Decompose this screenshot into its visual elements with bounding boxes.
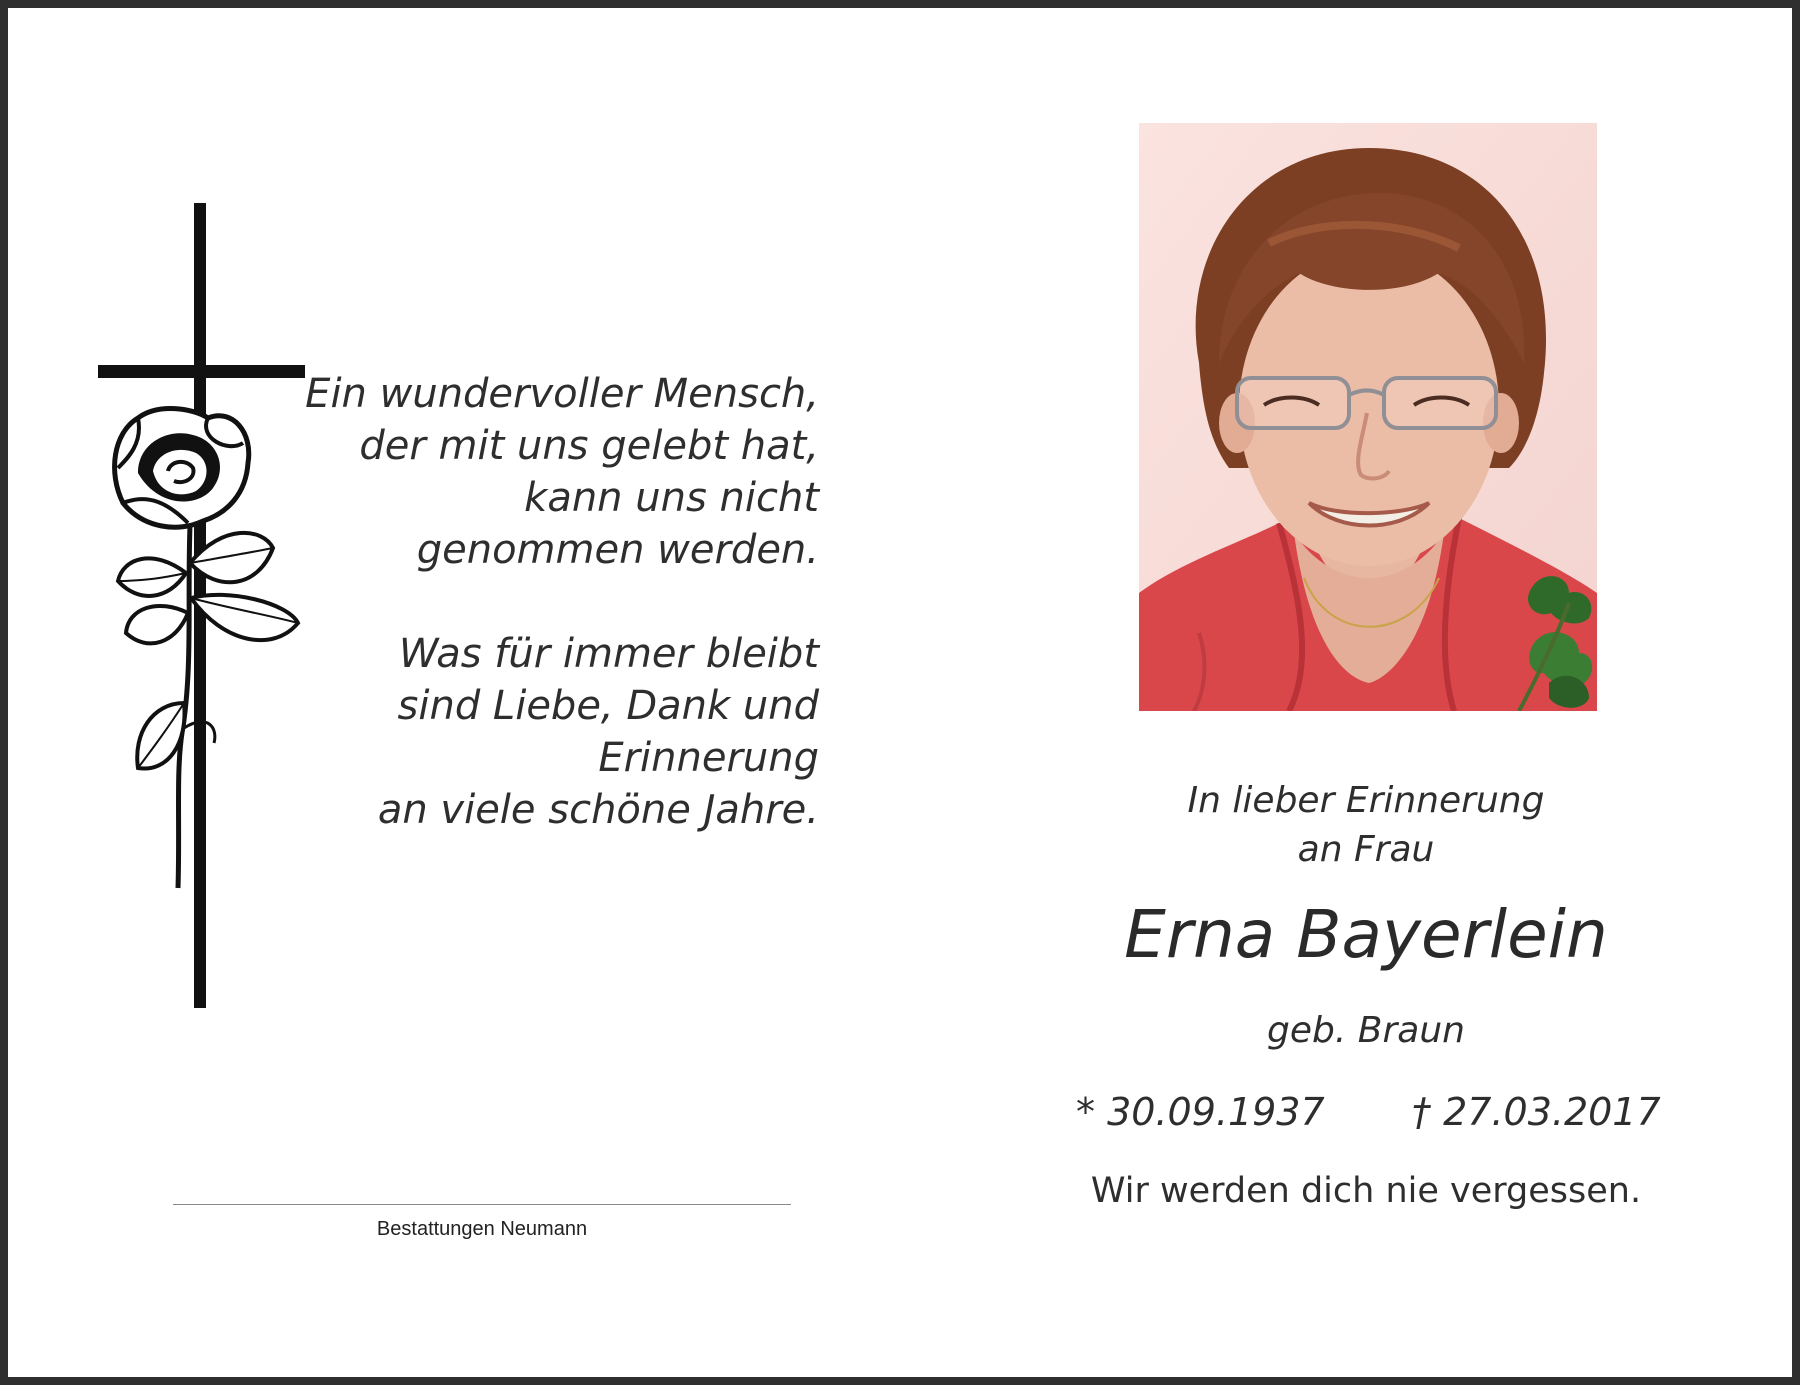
funeral-home-name: Bestattungen Neumann bbox=[376, 1218, 588, 1240]
poem-line: kann uns nicht bbox=[524, 475, 819, 521]
intro-line: an Frau bbox=[1297, 829, 1435, 870]
poem-line: sind Liebe, Dank und bbox=[397, 683, 819, 729]
portrait-photo bbox=[1139, 123, 1597, 711]
memorial-intro bbox=[1066, 776, 1666, 874]
poem-stanza bbox=[305, 628, 819, 836]
birth-date: * 30.09.1937 bbox=[1076, 1090, 1325, 1134]
poem-line: Ein wundervoller Mensch, bbox=[305, 371, 819, 417]
poem-line: Was für immer bleibt bbox=[398, 631, 819, 677]
death-date: † 27.03.2017 bbox=[1412, 1090, 1661, 1134]
poem-line: an viele schöne Jahre. bbox=[377, 787, 819, 833]
cross-with-rose-icon bbox=[98, 203, 323, 1008]
poem-stanza bbox=[305, 368, 819, 576]
maiden-name: geb. Braun bbox=[1267, 1010, 1465, 1051]
divider bbox=[173, 1204, 791, 1205]
memorial-poem bbox=[305, 368, 819, 888]
poem-line: Erinnerung bbox=[598, 735, 819, 781]
deceased-name: Erna Bayerlein bbox=[1124, 896, 1608, 973]
intro-line: In lieber Erinnerung bbox=[1187, 780, 1545, 821]
poem-line: genommen werden. bbox=[416, 527, 819, 573]
poem-line: der mit uns gelebt hat, bbox=[359, 423, 819, 469]
farewell-message: Wir werden dich nie vergessen. bbox=[1090, 1171, 1642, 1211]
